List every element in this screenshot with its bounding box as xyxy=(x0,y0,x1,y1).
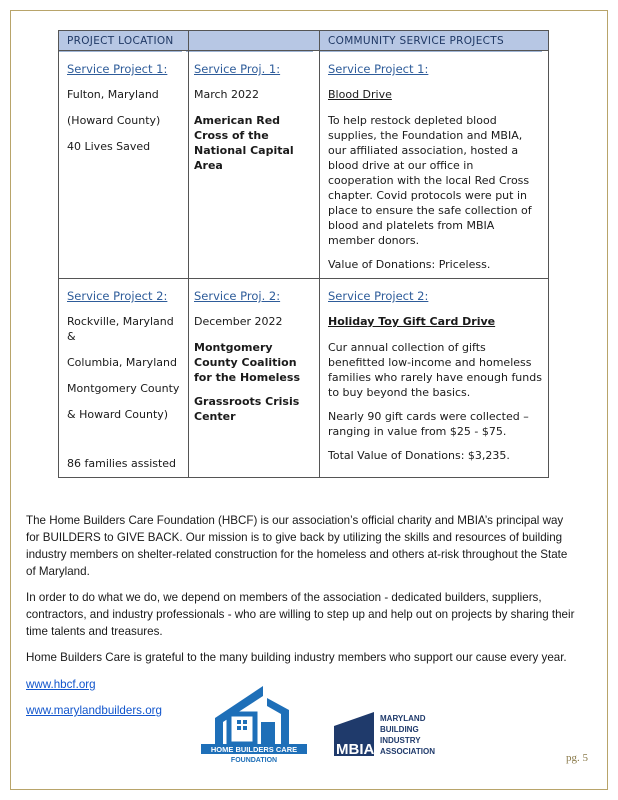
lives-saved: 40 Lives Saved xyxy=(67,140,151,153)
location-line: Fulton, Maryland xyxy=(67,88,159,101)
service-project-1-link-2[interactable]: Service Project 1: xyxy=(328,62,429,76)
donation-value: Value of Donations: Priceless. xyxy=(328,258,491,271)
row1-org-cell xyxy=(189,51,320,279)
mbia-logo-mark: MBIA xyxy=(336,741,375,758)
project-description: Cur annual collection of gifts benefitted low-income and homeless families who rarely have enough funds to buy beyond the basics. xyxy=(328,341,542,399)
location-line: (Howard County) xyxy=(67,114,161,127)
mbia-logo-line: ASSOCIATION xyxy=(380,747,435,756)
project-date: March 2022 xyxy=(194,88,260,101)
organization-name: Montgomery County Coalition for the Homeless xyxy=(194,341,300,384)
hbc-logo-text: HOME BUILDERS CARE xyxy=(210,745,298,754)
donation-value: Total Value of Donations: $3,235. xyxy=(328,449,510,462)
paragraph-members: In order to do what we do, we depend on members of the association - dedicated builders, suppliers, contractors, and industry professionals - who are willing to step up and help out on projects by sharing their time talents and treasures. xyxy=(26,591,575,638)
header-project-location: PROJECT LOCATION xyxy=(59,31,189,51)
service-proj-2-link[interactable]: Service Proj. 2: xyxy=(194,289,281,303)
row2-description-cell xyxy=(320,279,549,478)
organization-name: American Red Cross of the National Capital Area xyxy=(194,114,294,172)
location-line: Rockville, Maryland & xyxy=(67,315,174,343)
cell-divider xyxy=(320,51,542,52)
row1-description-cell xyxy=(320,51,549,279)
service-proj-1-link[interactable]: Service Proj. 1: xyxy=(194,62,281,76)
cell-divider xyxy=(186,51,313,52)
cell-divider xyxy=(59,51,182,52)
service-projects-table xyxy=(58,30,549,478)
paragraph-mission: The Home Builders Care Foundation (HBCF) is our association’s official charity and MBIA’s principal way for BUILDERS to GIVE BACK. Our mission is to give back by utilizing the skills and resources of building industry members on shelter-related construction for the homeless and others at-risk throughout the State of Maryland. xyxy=(26,514,568,578)
mbia-logo-line: MARYLAND xyxy=(380,714,426,723)
service-project-1-link[interactable]: Service Project 1: xyxy=(67,62,168,76)
header-community-service-projects: COMMUNITY SERVICE PROJECTS xyxy=(320,31,549,51)
service-project-2-link-2[interactable]: Service Project 2: xyxy=(328,289,429,303)
families-assisted: 86 families assisted xyxy=(67,457,177,470)
mbia-logo-line: BUILDING xyxy=(380,725,419,734)
page-number: pg. 5 xyxy=(566,752,588,764)
organization-name-2: Grassroots Crisis Center xyxy=(194,395,300,423)
table-row xyxy=(59,279,549,478)
mbia-logo xyxy=(334,712,444,760)
row1-location-cell xyxy=(59,51,189,279)
home-builders-care-logo xyxy=(201,684,307,764)
project-title: Holiday Toy Gift Card Drive xyxy=(328,315,496,328)
hbcf-link[interactable]: www.hbcf.org xyxy=(26,678,96,691)
spacer xyxy=(67,431,182,456)
gift-cards-collected: Nearly 90 gift cards were collected – ranging in value from $25 - $75. xyxy=(328,410,529,438)
project-title: Blood Drive xyxy=(328,88,392,101)
location-line: & Howard County) xyxy=(67,408,169,421)
row2-org-cell xyxy=(189,279,320,478)
table-row xyxy=(59,51,549,279)
project-description: To help restock depleted blood supplies, the Foundation and MBIA, our affiliated association, hosted a blood drive at our office in cooperation with the local Red Cross chapter. Covid protocols were put in place to ensure the safe collection of blood and platelets from MBIA member donors. xyxy=(328,114,532,247)
location-line: Columbia, Maryland xyxy=(67,356,177,369)
mbia-logo-line: INDUSTRY xyxy=(380,736,421,745)
location-line: Montgomery County xyxy=(67,382,180,395)
project-date: December 2022 xyxy=(194,315,283,328)
service-project-2-link[interactable]: Service Project 2: xyxy=(67,289,168,303)
row2-location-cell xyxy=(59,279,189,478)
header-blank xyxy=(189,31,320,51)
marylandbuilders-link[interactable]: www.marylandbuilders.org xyxy=(26,704,162,717)
hbc-logo-foundation: FOUNDATION xyxy=(230,757,278,764)
paragraph-gratitude: Home Builders Care is grateful to the many building industry members who support our cause every year. xyxy=(26,651,567,664)
foundation-description xyxy=(26,512,576,675)
